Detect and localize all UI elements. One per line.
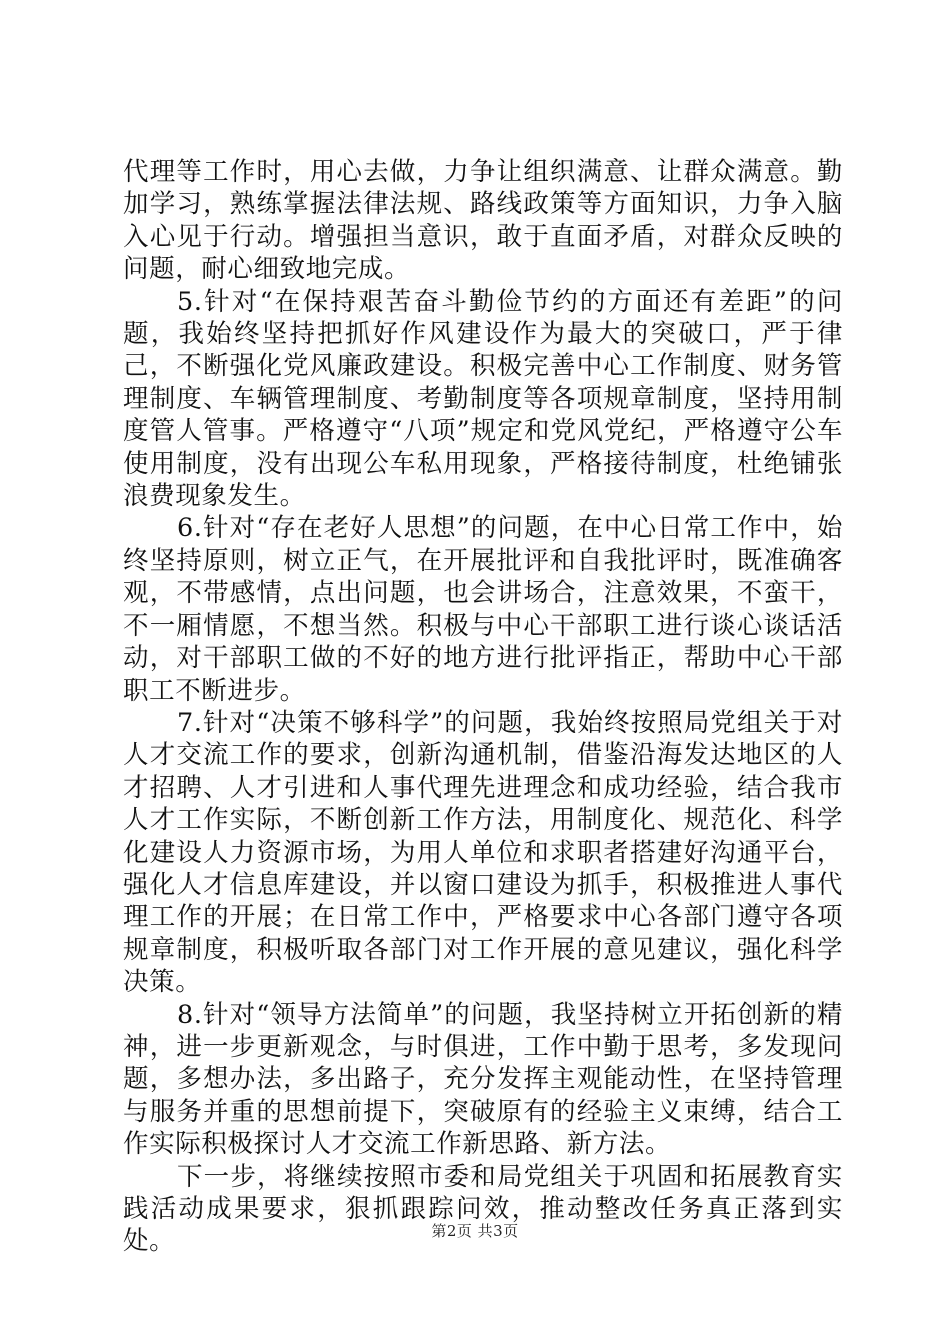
page-number-footer: 第2页 共3页 — [431, 1222, 519, 1240]
paragraph-item-8: 8.针对“领导方法简单”的问题，我坚持树立开拓创新的精神，进一步更新观念，与时俱进，工作中勤于思考，多发现问题，多想办法，多出路子，充分发挥主观能动性，在坚持管理与服务并重的思想前提下，突破原有的经验主义束缚，结合工作实际积极探讨人才交流工作新思路、新方法。 — [123, 999, 843, 1160]
document-body — [123, 156, 843, 1258]
paragraph-continuation: 代理等工作时，用心去做，力争让组织满意、让群众满意。勤加学习，熟练掌握法律法规、路线政策等方面知识，力争入脑入心见于行动。增强担当意识，敢于直面矛盾，对群众反映的问题，耐心细致地完成。 — [123, 157, 843, 285]
paragraph-item-6: 6.针对“存在老好人思想”的问题，在中心日常工作中，始终坚持原则，树立正气，在开展批评和自我批评时，既准确客观，不带感情，点出问题，也会讲场合，注意效果，不蛮干，不一厢情愿，不想当然。积极与中心干部职工进行谈心谈话活动，对干部职工做的不好的地方进行批评指正，帮助中心干部职工不断进步。 — [123, 513, 843, 706]
paragraph-item-7: 7.针对“决策不够科学”的问题，我始终按照局党组关于对人才交流工作的要求，创新沟通机制，借鉴沿海发达地区的人才招聘、人才引进和人事代理先进理念和成功经验，结合我市人才工作实际，不断创新工作方法，用制度化、规范化、科学化建设人力资源市场，为用人单位和求职者搭建好沟通平台，强化人才信息库建设，并以窗口建设为抓手，积极推进人事代理工作的开展；在日常工作中，严格要求中心各部门遵守各项规章制度，积极听取各部门对工作开展的意见建议，强化科学决策。 — [123, 707, 843, 998]
paragraph-next-step: 下一步，将继续按照市委和局党组关于巩固和拓展教育实践活动成果要求，狠抓跟踪问效，推动整改任务真正落到实处。 — [123, 1161, 843, 1257]
paragraph-item-5: 5.针对“在保持艰苦奋斗勤俭节约的方面还有差距”的问题，我始终坚持把抓好作风建设作为最大的突破口，严于律己，不断强化党风廉政建设。积极完善中心工作制度、财务管理制度、车辆管理制度、考勤制度等各项规章制度，坚持用制度管人管事。严格遵守“八项”规定和党风党纪，严格遵守公车使用制度，没有出现公车私用现象，严格接待制度，杜绝铺张浪费现象发生。 — [123, 286, 843, 512]
